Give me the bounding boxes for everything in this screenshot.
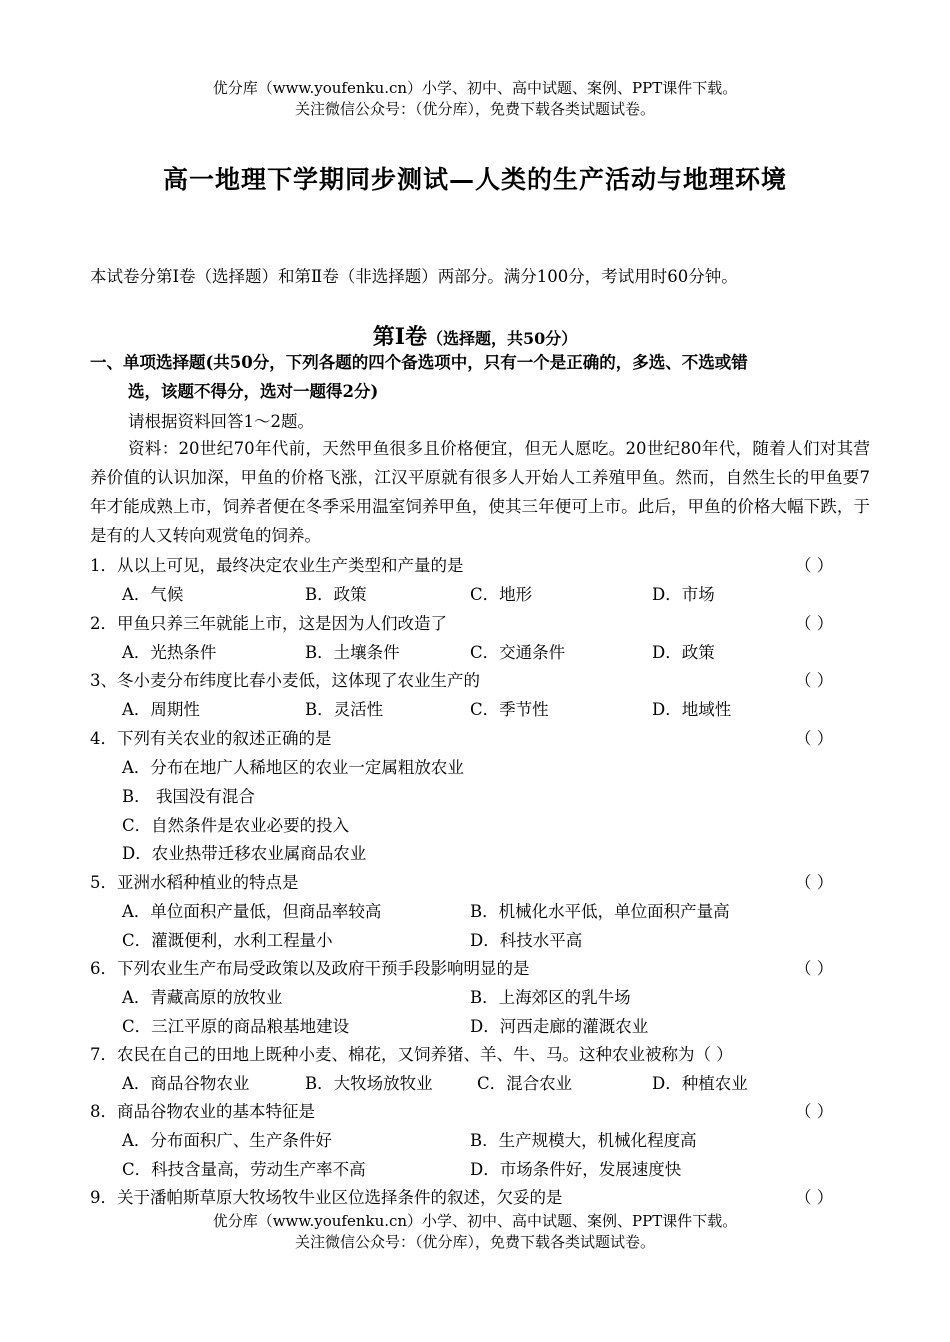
question-2-stem: 2．甲鱼只养三年就能上市，这是因为人们改造了: [90, 614, 447, 633]
question-6-option-b: B．上海郊区的乳牛场: [470, 988, 631, 1007]
question-4-stem: 4．下列有关农业的叙述正确的是: [90, 729, 332, 748]
question-1-option-c: C．地形: [470, 585, 533, 604]
question-5-answer-bracket: （ ）: [795, 873, 834, 892]
question-6-answer-bracket: （ ）: [795, 959, 834, 978]
footer-line-2: 关注微信公众号：（优分库），免费下载各类试题试卷。: [294, 1233, 655, 1251]
question-4-option-a: A．分布在地广人稀地区的农业一定属粗放农业: [122, 758, 464, 777]
question-7-stem: 7．农民在自己的田地上既种小麦、棉花，又饲养猪、羊、牛、马。这种农业被称为（ ）: [90, 1045, 733, 1064]
question-6-option-d: D．河西走廊的灌溉农业: [470, 1017, 649, 1036]
question-7-option-d: D．种植农业: [652, 1074, 748, 1093]
exam-intro: 本试卷分第Ⅰ卷（选择题）和第Ⅱ卷（非选择题）两部分。满分100分，考试用时60分钟。: [90, 267, 738, 286]
question-4-option-d: D．农业热带迁移农业属商品农业: [122, 844, 367, 863]
question-4-option-c: C．自然条件是农业必要的投入: [122, 816, 350, 835]
question-4-option-b: B． 我国没有混合: [122, 787, 255, 806]
question-8-option-a: A．分布面积广、生产条件好: [122, 1131, 332, 1150]
question-7-option-c: C．混合农业: [477, 1074, 573, 1093]
part-instructions-line-1: 一、单项选择题(共50分，下列各题的四个备选项中，只有一个是正确的，多选、不选或错: [90, 353, 748, 372]
question-5-option-a: A．单位面积产量低，但商品率较高: [122, 902, 382, 921]
question-2-option-b: B．土壤条件: [305, 643, 400, 662]
material-text: 资料：20世纪70年代前，天然甲鱼很多且价格便宜，但无人愿吃。20世纪80年代，随着人们对其营养价值的认识加深，甲鱼的价格飞涨，江汉平原就有很多人开始人工养殖甲鱼。然而，自然生长的甲鱼要7年才能成熟上市，饲养者便在冬季采用温室饲养甲鱼，使其三年便可上市。此后，甲鱼的价格大幅下跌，于是有的人又转向观赏龟的饲养。: [90, 439, 870, 545]
header-line-2: 关注微信公众号：（优分库），免费下载各类试题试卷。: [294, 100, 655, 118]
question-1-option-d: D．市场: [652, 585, 715, 604]
question-3-stem: 3、冬小麦分布纬度比春小麦低，这体现了农业生产的: [90, 671, 480, 690]
part-instructions: [90, 348, 870, 406]
question-7-option-a: A．商品谷物农业: [122, 1074, 250, 1093]
question-6-option-a: A．青藏高原的放牧业: [122, 988, 283, 1007]
question-1-option-b: B．政策: [305, 585, 367, 604]
question-3-option-b: B．灵活性: [305, 700, 384, 719]
question-3-option-c: C．季节性: [470, 700, 549, 719]
question-8-option-b: B．生产规模大，机械化程度高: [470, 1131, 697, 1150]
footer-line-1: 优分库（www.youfenku.cn）小学、初中、高中试题、案例、PPT课件下载。: [212, 1212, 738, 1230]
page-title: 高一地理下学期同步测试—人类的生产活动与地理环境: [162, 165, 787, 194]
question-5-option-c: C．灌溉便利，水利工程量小: [122, 931, 333, 950]
header-line-1: 优分库（www.youfenku.cn）小学、初中、高中试题、案例、PPT课件下载。: [212, 79, 738, 97]
material-prompt: 请根据资料回答1～2题。: [128, 412, 314, 431]
question-6-option-c: C．三江平原的商品粮基地建设: [122, 1017, 350, 1036]
section-title-main: 第Ⅰ卷: [372, 324, 427, 350]
question-2-option-d: D．政策: [652, 643, 715, 662]
question-1-option-a: A．气候: [122, 585, 184, 604]
question-6-stem: 6．下列农业生产布局受政策以及政府干预手段影响明显的是: [90, 959, 530, 978]
question-2-option-c: C．交通条件: [470, 643, 566, 662]
question-3-option-d: D．地域性: [652, 700, 732, 719]
question-5-option-d: D．科技水平高: [470, 931, 583, 950]
question-4-answer-bracket: （ ）: [795, 729, 834, 748]
section-title-sub: （选择题，共50分）: [427, 329, 578, 348]
question-9-answer-bracket: （ ）: [795, 1188, 834, 1207]
question-1-stem: 1．从以上可见，最终决定农业生产类型和产量的是: [90, 556, 464, 575]
question-9-stem: 9．关于潘帕斯草原大牧场牧牛业区位选择条件的叙述，欠妥的是: [90, 1188, 563, 1207]
part-instructions-line-2: 选，该题不得分，选对一题得2分): [128, 382, 379, 401]
question-3-answer-bracket: （ ）: [795, 671, 834, 690]
question-2-option-a: A．光热条件: [122, 643, 217, 662]
question-1-answer-bracket: （ ）: [795, 556, 834, 575]
question-5-option-b: B．机械化水平低，单位面积产量高: [470, 902, 730, 921]
question-8-option-d: D．市场条件好，发展速度快: [470, 1160, 682, 1179]
question-7-option-b: B．大牧场放牧业: [305, 1074, 433, 1093]
question-5-stem: 5．亚洲水稻种植业的特点是: [90, 873, 299, 892]
question-8-stem: 8．商品谷物农业的基本特征是: [90, 1102, 315, 1121]
question-2-answer-bracket: （ ）: [795, 614, 834, 633]
question-8-option-c: C．科技含量高，劳动生产率不高: [122, 1160, 366, 1179]
section-title: [0, 320, 950, 351]
question-3-option-a: A．周期性: [122, 700, 200, 719]
question-8-answer-bracket: （ ）: [795, 1102, 834, 1121]
